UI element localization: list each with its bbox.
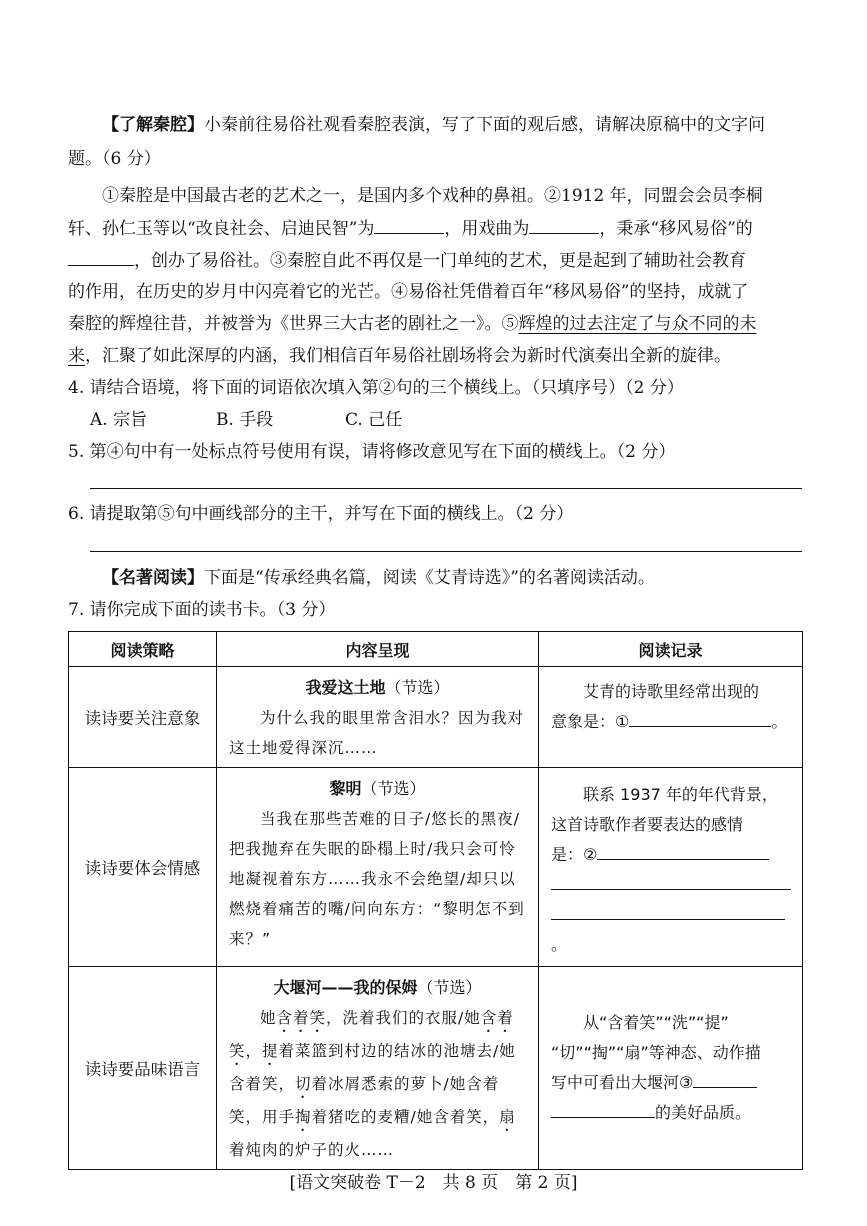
passage-line-2: 轩、孙仁玉等以“改良社会、启迪民智”为 ，用戏曲为 ，秉承“移风易俗”的 xyxy=(68,215,808,242)
strategy-cell: 读诗要品味语言 xyxy=(69,967,217,1170)
q5-answer-line[interactable] xyxy=(90,488,802,489)
record-cell: 艾青的诗歌里经常出现的 意象是：① 。 xyxy=(539,667,803,768)
poem-excerpt: 为什么我的眼里常含泪水？因为我对这土地爱得深沉…… xyxy=(229,709,525,757)
passage-line-3: ，创办了易俗社。③秦腔自此不再仅是一门单纯的艺术，更是起到了辅助社会教育 xyxy=(68,247,808,274)
record-cell: 联系 1937 年的年代背景， 这首诗歌作者要表达的感情 是：② 。 xyxy=(539,768,803,967)
record-cell: 从“含着笑”“洗”“提” “切”“掏”“扇”等神态、动作描 写中可看出大堰河③ 的美好品质。 xyxy=(539,967,803,1170)
section-title-reading: 【名著阅读】 xyxy=(102,568,204,588)
poem-title: 黎明（节选） xyxy=(329,779,426,798)
strategy-cell: 读诗要体会情感 xyxy=(69,768,217,967)
answer-blank-2b[interactable] xyxy=(551,871,791,890)
poem-title: 大堰河——我的保姆（节选） xyxy=(273,978,482,997)
strategy-cell: 读诗要关注意象 xyxy=(69,667,217,768)
question-4: 4. 请结合语境，将下面的词语依次填入第②句的三个横线上。（只填序号）（2 分） xyxy=(68,378,684,398)
blank-1[interactable] xyxy=(374,215,444,234)
poem-cell xyxy=(217,967,539,1170)
answer-blank-1[interactable] xyxy=(629,708,771,727)
table-row xyxy=(69,667,803,768)
answer-blank-3b[interactable] xyxy=(551,1099,655,1118)
table-header-row xyxy=(69,632,803,667)
q6-answer-line[interactable] xyxy=(90,551,802,552)
poem-excerpt: 她含着笑，洗着我们的衣服/她含着笑，提着菜篮到村边的结冰的池塘去/她含着笑，切着冰屑悉索的萝卜/她含着笑，用手掏着猪吃的麦糟/她含着笑，扇着炖肉的炉子的火…… xyxy=(229,1009,516,1159)
header-record: 阅读记录 xyxy=(539,632,803,667)
poem-excerpt: 当我在那些苦难的日子/悠长的黑夜/把我抛弃在失眠的卧榻上时/我只会可怜地凝视着东方……我永不会绝望/却只以燃烧着痛苦的嘴/问向东方：“黎明怎不到来？” xyxy=(229,810,525,948)
q4-option-b: B. 手段 xyxy=(216,410,274,430)
intro-line-2: 题。（6 分） xyxy=(68,149,161,169)
question-6: 6. 请提取第⑤句中画线部分的主干，并写在下面的横线上。（2 分） xyxy=(68,504,574,524)
intro-line-1: 【了解秦腔】小秦前往易俗社观看秦腔表演，写了下面的观后感，请解决原稿中的文字问 xyxy=(102,115,765,135)
passage-line-5: 秦腔的辉煌往昔，并被誉为《世界三大古老的剧社之一》。⑤辉煌的过去注定了与众不同的未 xyxy=(68,314,757,334)
page-footer: [语文突破卷 T－2 共 8 页 第 2 页] xyxy=(289,1173,578,1193)
answer-blank-2c[interactable] xyxy=(551,901,785,920)
question-7: 7. 请你完成下面的读书卡。（3 分） xyxy=(68,600,336,620)
header-strategy: 阅读策略 xyxy=(69,632,217,667)
passage-line-6: 来，汇聚了如此深厚的内涵，我们相信百年易俗社剧场将会为新时代演奏出全新的旋律。 xyxy=(68,346,731,366)
poem-cell xyxy=(217,667,539,768)
header-content: 内容呈现 xyxy=(217,632,539,667)
poem-cell xyxy=(217,768,539,967)
underlined-sentence-part: 辉煌的过去注定了与众不同的未 xyxy=(518,314,757,334)
question-5: 5. 第④句中有一处标点符号使用有误，请将修改意见写在下面的横线上。（2 分） xyxy=(68,442,676,462)
answer-blank-3a[interactable] xyxy=(693,1069,757,1088)
table-row xyxy=(69,768,803,967)
blank-2[interactable] xyxy=(529,215,599,234)
answer-blank-2a[interactable] xyxy=(597,841,769,860)
blank-3[interactable] xyxy=(68,247,134,266)
q4-option-c: C. 己任 xyxy=(345,410,403,430)
section-title-qinqiang: 【了解秦腔】 xyxy=(102,115,204,135)
reading-intro: 【名著阅读】下面是“传承经典名篇，阅读《艾青诗选》”的名著阅读活动。 xyxy=(102,568,655,588)
reading-card-table xyxy=(68,631,803,1170)
q4-option-a: A. 宗旨 xyxy=(90,410,148,430)
table-row xyxy=(69,967,803,1170)
passage-line-4: 的作用，在历史的岁月中闪亮着它的光芒。④易俗社凭借着百年“移风易俗”的坚持，成就了 xyxy=(68,282,749,302)
poem-title: 我爱这土地（节选） xyxy=(305,678,450,697)
passage-line-1: ①秦腔是中国最古老的艺术之一，是国内多个戏种的鼻祖。②1912 年，同盟会会员李桐 xyxy=(102,186,763,206)
